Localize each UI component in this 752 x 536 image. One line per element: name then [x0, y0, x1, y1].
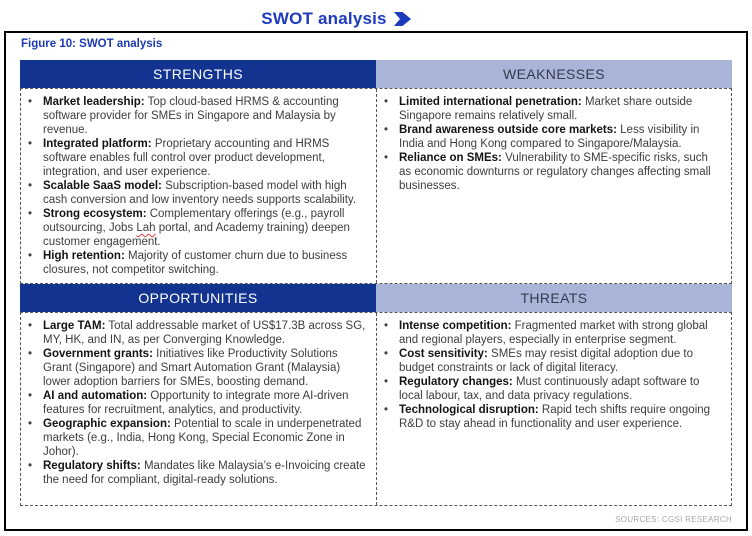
weaknesses-header: WEAKNESSES [376, 60, 732, 88]
swot-content-row-bottom [20, 312, 732, 506]
swot-bullet-item [21, 137, 372, 179]
bullet-text: Total addressable market of US$17.3B across SG, MY, HK, and IN, as per Converging Knowledge. [43, 320, 366, 346]
bullet-body [399, 151, 723, 193]
bullet-text: Must continuously adapt software to local labour, tax, and data privacy regulations. [399, 376, 700, 402]
strengths-list [21, 95, 372, 277]
swot-bullet-item [21, 417, 372, 459]
right-arrow-icon [394, 12, 411, 26]
bullet-text: Opportunity to integrate more AI-driven features for recruitment, analytics, and productivity. [43, 390, 349, 416]
swot-bullet-item [21, 389, 372, 417]
bullet-text: Vulnerability to SME-specific risks, such as economic downturns or regulatory changes affecting small businesses. [399, 152, 711, 192]
bullet-term: AI and automation: [43, 390, 148, 402]
page-title-row [0, 0, 672, 31]
swot-bullet-item [21, 249, 372, 277]
bullet-term: Technological disruption: [399, 404, 539, 416]
opportunities-header: OPPORTUNITIES [20, 284, 376, 312]
bullet-body [399, 123, 723, 151]
bullet-text: Mandates like Malaysia’s e-Invoicing create the need for compliant, digital-ready solutions. [43, 460, 366, 486]
swot-header-row-bottom [20, 284, 732, 312]
figure-box [4, 31, 748, 531]
bullet-text: Complementary offerings (e.g., payroll outsourcing, Jobs Lah portal, and Academy training) deepen customer engagement. [43, 208, 350, 248]
bullet-text: Top cloud-based HRMS & accounting software provider for SMEs in Singapore and Malaysia by revenue. [43, 96, 339, 136]
bullet-term: High retention: [43, 250, 125, 262]
strengths-cell [21, 89, 376, 283]
bullet-body [43, 137, 368, 179]
bullet-body [399, 95, 723, 123]
swot-bullet-item [21, 319, 372, 347]
opportunities-list [21, 319, 372, 487]
figure-label: Figure 10: SWOT analysis [21, 38, 163, 50]
swot-bullet-item [21, 347, 372, 389]
swot-table [20, 60, 732, 506]
bullet-body [43, 459, 368, 487]
bullet-body [43, 179, 368, 207]
bullet-body [43, 389, 368, 417]
bullet-term: Regulatory shifts: [43, 460, 141, 472]
bullet-body [43, 249, 368, 277]
bullet-text: Potential to scale in underpenetrated markets (e.g., India, Hong Kong, Special Economic Zone in Johor). [43, 418, 362, 458]
bullet-text: Market share outside Singapore remains relatively small. [399, 96, 693, 122]
threats-list [377, 319, 727, 431]
swot-header-row-top [20, 60, 732, 88]
swot-bullet-item [21, 179, 372, 207]
threats-cell [376, 313, 731, 505]
sources-note: SOURCES: CGSI RESEARCH [615, 515, 732, 524]
bullet-term: Strong ecosystem: [43, 208, 147, 220]
bullet-text: Less visibility in India and Hong Kong compared to Singapore/Malaysia. [399, 124, 700, 150]
bullet-term: Market leadership: [43, 96, 145, 108]
weaknesses-cell [376, 89, 731, 283]
swot-bullet-item [377, 151, 727, 193]
swot-bullet-item [21, 459, 372, 487]
bullet-term: Limited international penetration: [399, 96, 582, 108]
bullet-text: Rapid tech shifts require ongoing R&D to stay ahead in functionality and user experience. [399, 404, 711, 430]
bullet-body [399, 319, 723, 347]
bullet-body [43, 417, 368, 459]
bullet-body [43, 347, 368, 389]
swot-bullet-item [377, 319, 727, 347]
page-title: SWOT analysis [261, 9, 387, 28]
swot-bullet-item [377, 95, 727, 123]
bullet-term: Reliance on SMEs: [399, 152, 502, 164]
threats-header: THREATS [376, 284, 732, 312]
bullet-term: Large TAM: [43, 320, 106, 332]
bullet-term: Intense competition: [399, 320, 512, 332]
swot-content-row-top [20, 88, 732, 284]
bullet-body [43, 207, 368, 249]
bullet-term: Integrated platform: [43, 138, 152, 150]
bullet-text: Initiatives like Productivity Solutions Grant (Singapore) and Smart Automation Grant (Malaysia) lower adoption barriers for SMEs, boosting demand. [43, 348, 341, 388]
bullet-body [399, 375, 723, 403]
swot-bullet-item [21, 95, 372, 137]
bullet-text: SMEs may resist digital adoption due to budget constraints or lack of digital literacy. [399, 348, 694, 374]
opportunities-cell [21, 313, 376, 505]
swot-bullet-item [377, 403, 727, 431]
strengths-header: STRENGTHS [20, 60, 376, 88]
bullet-body [43, 95, 368, 137]
swot-bullet-item [377, 347, 727, 375]
swot-bullet-item [21, 207, 372, 249]
bullet-text: Proprietary accounting and HRMS software enables full control over product development, integration, and user experience. [43, 138, 330, 178]
bullet-term: Cost sensitivity: [399, 348, 488, 360]
bullet-body [399, 403, 723, 431]
bullet-term: Government grants: [43, 348, 153, 360]
bullet-text: Majority of customer churn due to business closures, not competitor switching. [43, 250, 348, 276]
bullet-text: Subscription-based model with high cash conversion and low inventory needs supports scalability. [43, 180, 357, 206]
weaknesses-list [377, 95, 727, 193]
swot-bullet-item [377, 375, 727, 403]
bullet-body [399, 347, 723, 375]
bullet-term: Regulatory changes: [399, 376, 513, 388]
bullet-term: Scalable SaaS model: [43, 180, 162, 192]
bullet-body [43, 319, 368, 347]
bullet-term: Brand awareness outside core markets: [399, 124, 617, 136]
swot-bullet-item [377, 123, 727, 151]
bullet-term: Geographic expansion: [43, 418, 171, 430]
bullet-text: Fragmented market with strong global and regional players, especially in enterprise segment. [399, 320, 708, 346]
